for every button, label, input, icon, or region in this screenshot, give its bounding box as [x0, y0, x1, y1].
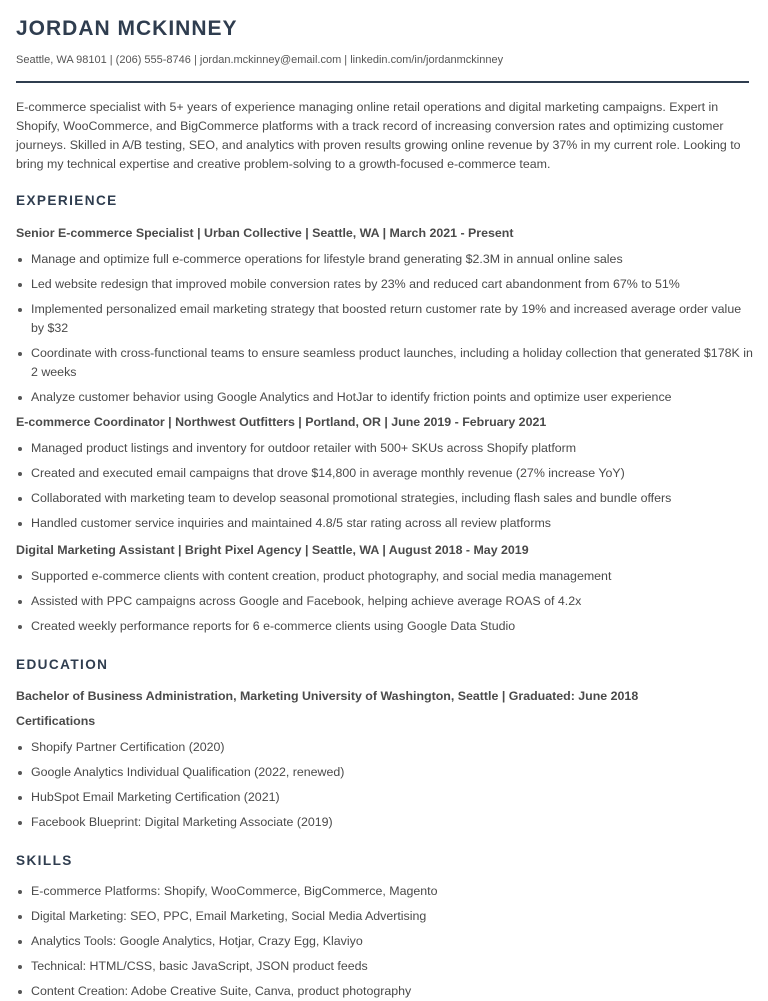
list-item: Created weekly performance reports for 6 e-commerce clients using Google Data Studio [16, 617, 753, 636]
job-title: Digital Marketing Assistant | Bright Pixel Agency | Seattle, WA | August 2018 - May 2019 [16, 543, 529, 557]
list-item: Digital Marketing: SEO, PPC, Email Marketing, Social Media Advertising [16, 907, 753, 926]
list-item: HubSpot Email Marketing Certification (2021) [16, 788, 753, 807]
certifications-list [16, 738, 753, 832]
list-item: Google Analytics Individual Qualification (2022, renewed) [16, 763, 753, 782]
job-3 [16, 542, 753, 636]
list-item: Created and executed email campaigns that drove $14,800 in average monthly revenue (27% increase YoY) [16, 464, 753, 483]
list-item: Led website redesign that improved mobile conversion rates by 23% and reduced cart abandonment from 67% to 51% [16, 275, 753, 294]
section-heading-experience: EXPERIENCE [16, 193, 118, 208]
section-heading-education: EDUCATION [16, 657, 109, 672]
list-item: Analyze customer behavior using Google Analytics and HotJar to identify friction points and optimize user experience [16, 388, 753, 407]
skills-section [16, 853, 73, 869]
list-item: E-commerce Platforms: Shopify, WooCommerce, BigCommerce, Magento [16, 882, 753, 901]
list-item: Technical: HTML/CSS, basic JavaScript, JSON product feeds [16, 957, 753, 976]
skills-list [16, 882, 753, 1001]
job-1 [16, 225, 753, 407]
list-item: Implemented personalized email marketing strategy that boosted return customer rate by 19% and increased average order value by $32 [16, 300, 753, 338]
list-item: Shopify Partner Certification (2020) [16, 738, 753, 757]
list-item: Handled customer service inquiries and maintained 4.8/5 star rating across all review platforms [16, 514, 753, 533]
experience-section [16, 193, 118, 209]
section-heading-skills: SKILLS [16, 853, 73, 868]
candidate-name: JORDAN MCKINNEY [16, 17, 238, 40]
summary-paragraph: E-commerce specialist with 5+ years of experience managing online retail operations and digital marketing campaigns. Expert in Shopify, WooCommerce, and BigCommerce platforms with a track record of increasing conversion rates and optimizing customer journeys. Skilled in A/B testing, SEO, and analytics with proven results growing online revenue by 37% in my current role. Looking to bring my technical expertise and creative problem-solving to a growth-focused e-commerce team. [16, 100, 741, 171]
list-item: Analytics Tools: Google Analytics, Hotjar, Crazy Egg, Klaviyo [16, 932, 753, 951]
header-divider [16, 81, 749, 83]
skills-details [16, 882, 753, 1001]
education-details [16, 688, 753, 832]
job-bullets [16, 439, 753, 533]
list-item: Supported e-commerce clients with content creation, product photography, and social media management [16, 567, 753, 586]
list-item: Collaborated with marketing team to develop seasonal promotional strategies, including flash sales and bundle offers [16, 489, 753, 508]
job-bullets [16, 567, 753, 636]
contact-line: Seattle, WA 98101 | (206) 555-8746 | jordan.mckinney@email.com | linkedin.com/in/jordanmckinney [16, 54, 504, 66]
list-item: Manage and optimize full e-commerce operations for lifestyle brand generating $2.3M in annual online sales [16, 250, 753, 269]
list-item: Facebook Blueprint: Digital Marketing Associate (2019) [16, 813, 753, 832]
list-item: Assisted with PPC campaigns across Google and Facebook, helping achieve average ROAS of 4.2x [16, 592, 753, 611]
list-item: Managed product listings and inventory for outdoor retailer with 500+ SKUs across Shopify platform [16, 439, 753, 458]
job-2 [16, 414, 753, 533]
list-item: Content Creation: Adobe Creative Suite, Canva, product photography [16, 982, 753, 1001]
job-title: Senior E-commerce Specialist | Urban Collective | Seattle, WA | March 2021 - Present [16, 226, 514, 240]
list-item: Coordinate with cross-functional teams to ensure seamless product launches, including a holiday collection that generated $178K in 2 weeks [16, 344, 753, 382]
degree-line: Bachelor of Business Administration, Marketing University of Washington, Seattle | Graduated: June 2018 [16, 689, 639, 703]
job-title: E-commerce Coordinator | Northwest Outfitters | Portland, OR | June 2019 - February 2021 [16, 415, 547, 429]
education-section [16, 657, 108, 673]
job-bullets [16, 250, 753, 407]
certifications-heading: Certifications [16, 714, 96, 728]
